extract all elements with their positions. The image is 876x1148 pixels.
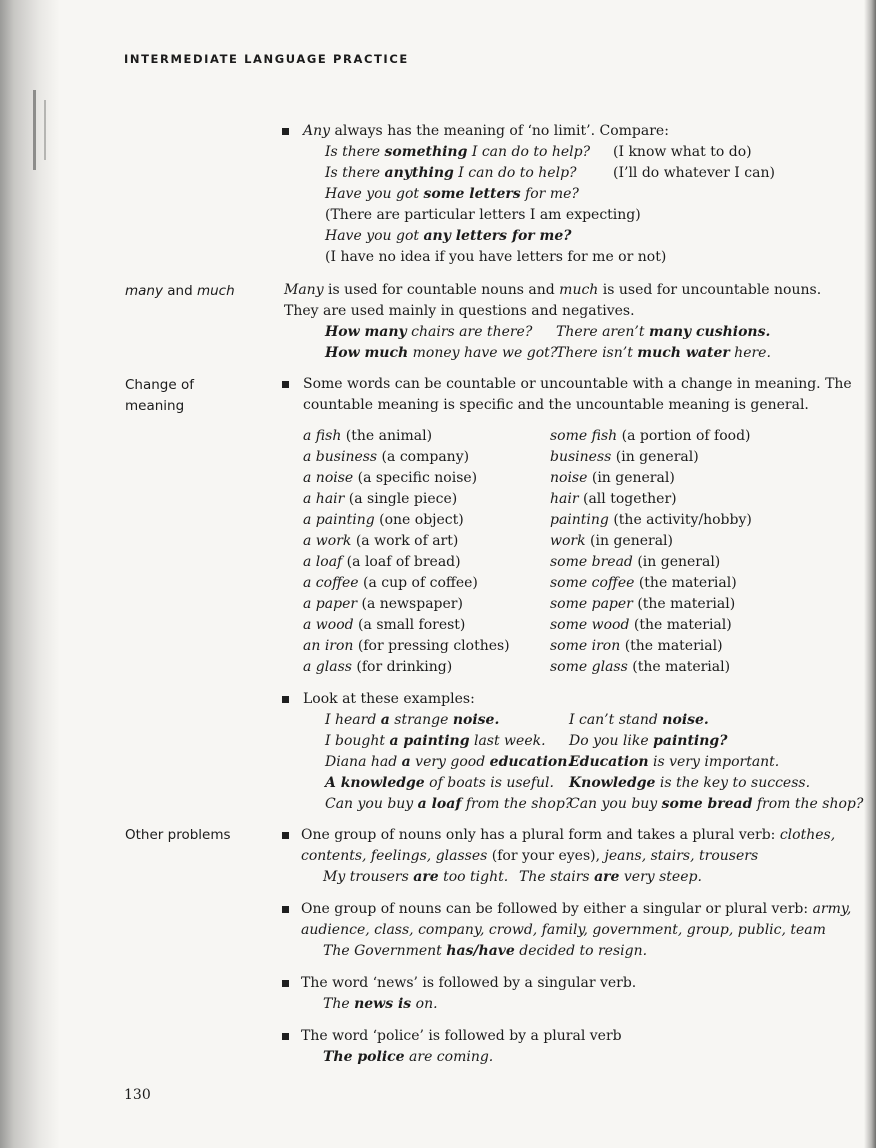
- many-much-section: [284, 280, 844, 364]
- rule-line: They are used mainly in questions and negatives.: [284, 303, 635, 319]
- example-line: How much money have we got? There isn’t much water here.: [325, 345, 771, 361]
- pair-row: a wood (a small forest) some wood (the material): [303, 617, 732, 633]
- example-line: The news is on.: [323, 996, 438, 1012]
- pair-row: a business (a company) business (in general): [303, 449, 699, 465]
- example-line: The police are coming.: [323, 1049, 494, 1065]
- side-label-change-of-meaning: Change of meaning: [125, 377, 194, 414]
- bullet-icon: [282, 381, 289, 388]
- rule-line: Many is used for countable nouns and much is used for uncountable nouns.: [284, 282, 822, 298]
- example-pair-row: I heard a strange noise. I can’t stand noise.: [325, 712, 709, 728]
- pair-row: a work (a work of art) work (in general): [303, 533, 673, 549]
- any-intro: Any always has the meaning of ‘no limit’. Compare:: [282, 121, 842, 142]
- pair-row: an iron (for pressing clothes) some iron (the material): [303, 638, 723, 654]
- countable-uncountable-list: [303, 426, 843, 678]
- book-binding-shadow: [0, 0, 60, 1148]
- pair-row: a hair (a single piece) hair (all together): [303, 491, 677, 507]
- bullet-icon: [282, 1033, 289, 1040]
- example-line: My trousers are too tight. The stairs are very steep.: [323, 869, 702, 885]
- other-item-4: The word ‘police’ is followed by a plural verb The police are coming.: [282, 1026, 852, 1068]
- binding-mark: [33, 90, 36, 170]
- example-line: Is there anything I can do to help? (I’ll do whatever I can): [325, 165, 775, 181]
- change-section-intro: Some words can be countable or uncountable with a change in meaning. The countable meaning is specific and the uncountable meaning is general.: [282, 374, 842, 416]
- page-edge-shadow: [864, 0, 876, 1148]
- example-note: (There are particular letters I am expecting): [325, 207, 641, 223]
- example-line: How many chairs are there? There aren’t many cushions.: [325, 324, 771, 340]
- pair-row: a coffee (a cup of coffee) some coffee (the material): [303, 575, 737, 591]
- bullet-icon: [282, 696, 289, 703]
- example-line: Is there something I can do to help? (I know what to do): [325, 144, 752, 160]
- pair-row: a paper (a newspaper) some paper (the material): [303, 596, 736, 612]
- example-pair-row: Diana had a very good education. Education is very important.: [325, 754, 780, 770]
- bullet-icon: [282, 906, 289, 913]
- look-examples: Look at these examples:: [282, 689, 852, 710]
- binding-mark: [44, 100, 46, 160]
- running-header: INTERMEDIATE LANGUAGE PRACTICE: [124, 52, 409, 66]
- other-item-3: The word ‘news’ is followed by a singular verb. The news is on.: [282, 973, 852, 1015]
- example-line: Have you got any letters for me?: [325, 228, 572, 244]
- bullet-icon: [282, 980, 289, 987]
- other-item-2: One group of nouns can be followed by either a singular or plural verb: army, audience, class, company, crowd, family, government, group, public, team The Government has/have decided to resign.: [282, 899, 852, 962]
- pair-row: a loaf (a loaf of bread) some bread (in general): [303, 554, 721, 570]
- pair-row: a fish (the animal) some fish (a portion of food): [303, 428, 751, 444]
- bullet-icon: [282, 832, 289, 839]
- example-pair-row: Can you buy a loaf from the shop? Can you buy some bread from the shop?: [325, 796, 864, 812]
- example-line: Have you got some letters for me?: [325, 186, 579, 202]
- pair-row: a painting (one object) painting (the activity/hobby): [303, 512, 752, 528]
- bullet-icon: [282, 128, 289, 135]
- side-label-other-problems: Other problems: [125, 827, 231, 843]
- pair-row: a glass (for drinking) some glass (the material): [303, 659, 731, 675]
- side-label-many-much: many and much: [125, 283, 235, 299]
- example-note: (I have no idea if you have letters for me or not): [325, 249, 667, 265]
- example-line: The Government has/have decided to resign.: [323, 943, 648, 959]
- other-item-1: One group of nouns only has a plural form and takes a plural verb: clothes, contents, feelings, glasses (for your eyes), jeans, stairs, trousers My trousers are too tight. The stairs are very steep.: [282, 825, 852, 888]
- example-pair-row: I bought a painting last week. Do you like painting?: [325, 733, 728, 749]
- pair-row: a noise (a specific noise) noise (in general): [303, 470, 675, 486]
- look-examples-list: [325, 710, 864, 815]
- page-number: 130: [124, 1087, 151, 1103]
- example-pair-row: A knowledge of boats is useful. Knowledge is the key to success.: [325, 775, 811, 791]
- any-section: [282, 121, 842, 268]
